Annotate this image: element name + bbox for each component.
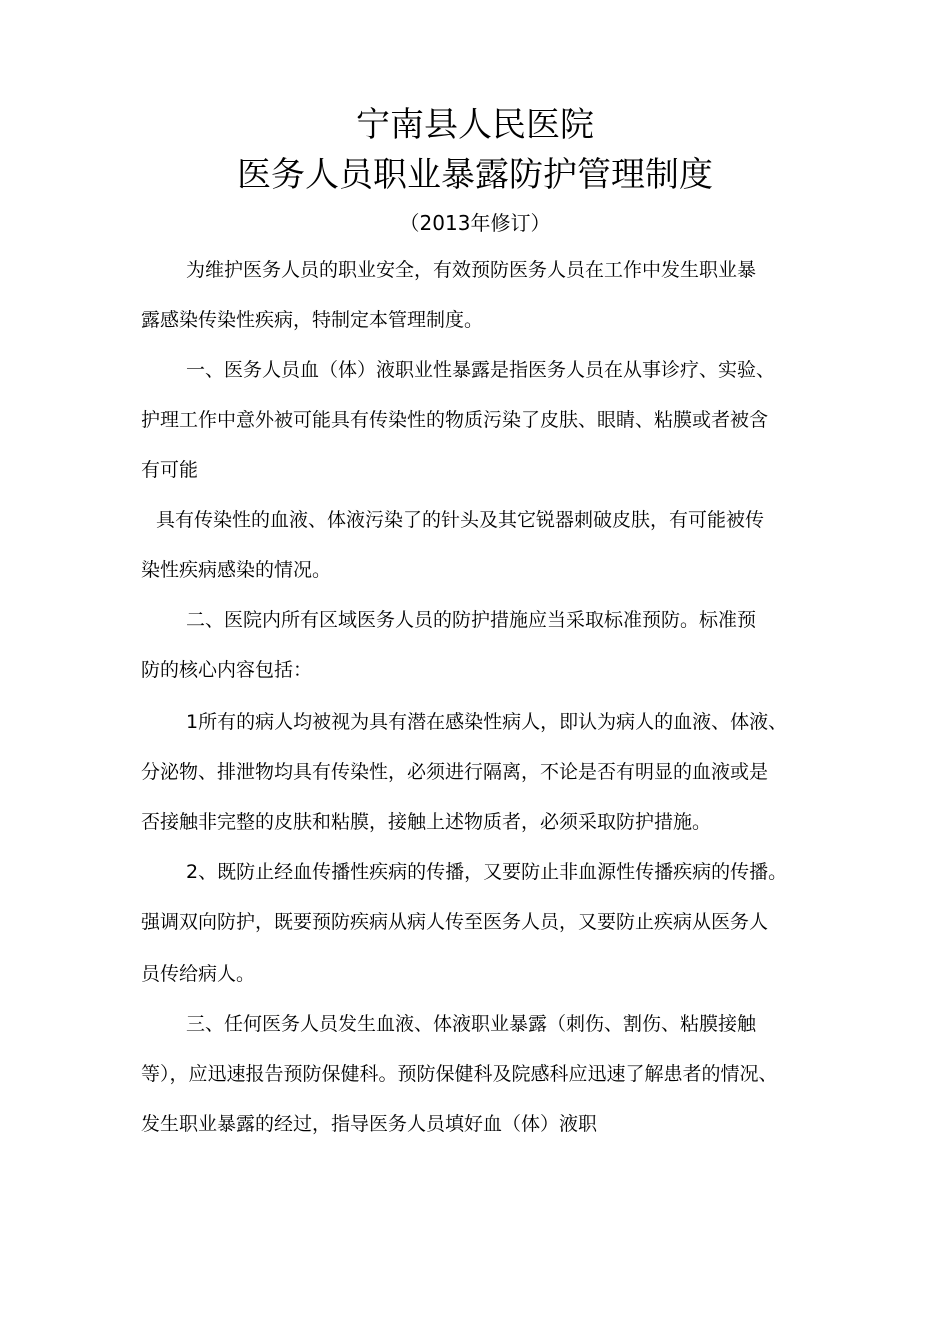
body-line-16: 三、任何医务人员发生血液、体液职业暴露（刺伤、割伤、粘膜接触 bbox=[186, 1013, 757, 1035]
body-line-13: 2、既防止经血传播性疾病的传播，又要防止非血源性传播疾病的传播。 bbox=[186, 861, 788, 883]
body-line-6: 具有传染性的血液、体液污染了的针头及其它锐器刺破皮肤，有可能被传 bbox=[156, 509, 765, 531]
regulation-title: 医务人员职业暴露防护管理制度 bbox=[237, 155, 713, 195]
hospital-name-title: 宁南县人民医院 bbox=[356, 105, 594, 145]
body-line-18: 发生职业暴露的经过，指导医务人员填好血（体）液职 bbox=[141, 1113, 598, 1135]
body-line-10: 1所有的病人均被视为具有潜在感染性病人，即认为病人的血液、体液、 bbox=[186, 711, 788, 733]
body-line-11: 分泌物、排泄物均具有传染性，必须进行隔离，不论是否有明显的血液或是 bbox=[141, 761, 769, 783]
body-line-3: 一、医务人员血（体）液职业性暴露是指医务人员在从事诊疗、实验、 bbox=[186, 359, 776, 381]
body-line-5: 有可能 bbox=[141, 459, 199, 481]
body-line-2: 露感染传染性疾病，特制定本管理制度。 bbox=[141, 309, 484, 331]
body-line-9: 防的核心内容包括： bbox=[141, 659, 313, 681]
body-line-12: 否接触非完整的皮肤和粘膜，接触上述物质者，必须采取防护措施。 bbox=[141, 811, 712, 833]
revision-subtitle: （2013年修订） bbox=[399, 211, 551, 235]
body-line-15: 员传给病人。 bbox=[141, 963, 256, 985]
body-line-4: 护理工作中意外被可能具有传染性的物质污染了皮肤、眼睛、粘膜或者被含 bbox=[141, 409, 769, 431]
body-line-14: 强调双向防护，既要预防疾病从病人传至医务人员，又要防止疾病从医务人 bbox=[141, 911, 769, 933]
body-line-1: 为维护医务人员的职业安全，有效预防医务人员在工作中发生职业暴 bbox=[186, 259, 757, 281]
body-line-8: 二、医院内所有区域医务人员的防护措施应当采取标准预防。标准预 bbox=[186, 609, 757, 631]
body-line-17: 等），应迅速报告预防保健科。预防保健科及院感科应迅速了解患者的情况、 bbox=[141, 1063, 778, 1085]
body-line-7: 染性疾病感染的情况。 bbox=[141, 559, 332, 581]
